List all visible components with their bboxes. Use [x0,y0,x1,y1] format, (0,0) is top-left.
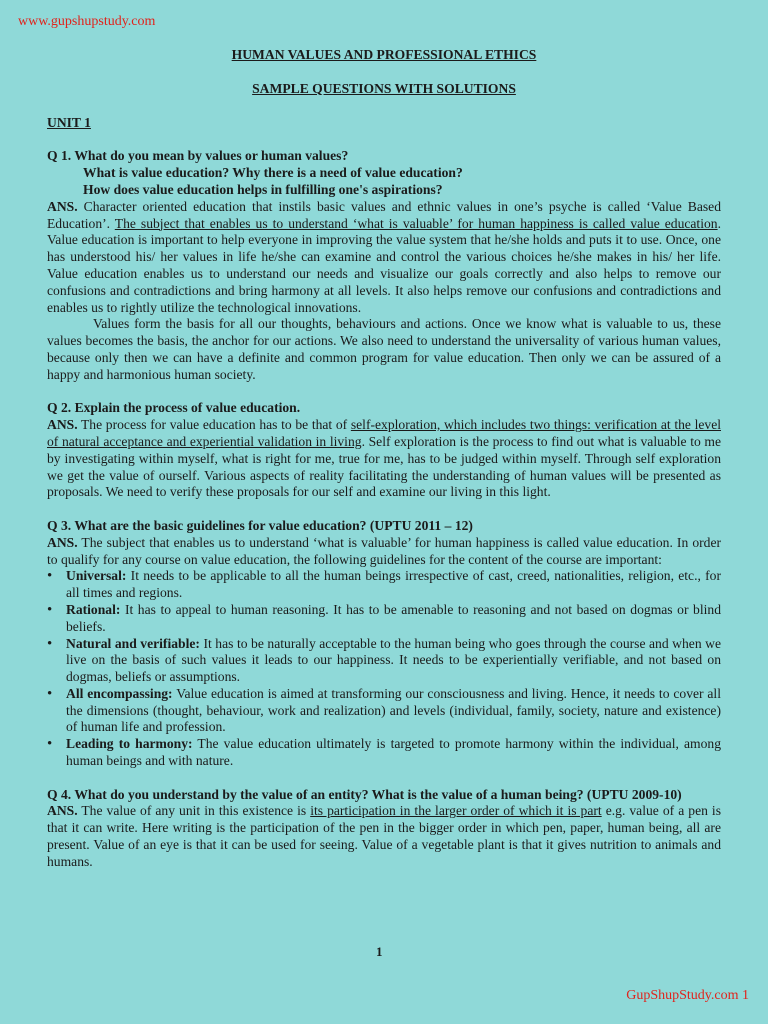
header-url-link[interactable]: www.gupshupstudy.com [18,14,156,29]
answer-1-paragraph-2: Values form the basis for all our thoughts, behaviours and actions. Once we know what is valuable to us, these values becomes the basis, the anchor for our actions. We also need to understand the universality of various human values, because only then we can have a definite and common program for value education. Then only we can be assured of a happy and harmonious human society. [47,316,721,382]
answer-4 [47,803,721,870]
list-item-text: Value education is aimed at transforming our consciousness and living. Hence, it needs to cover all the dimensions (thought, behaviour, work and realization) and levels (individual, family, society, nature and existence) of human life and profession. [66,685,721,735]
answer-2 [47,417,721,501]
list-item-label: Universal: [66,568,127,584]
question-1: Q 1. What do you mean by values or human values? [47,148,349,164]
ans-label: ANS. [47,534,78,550]
answer-4-underlined: its participation in the larger order of which it is part [310,803,602,819]
list-item-text: It needs to be applicable to all the human beings irrespective of cast, creed, nationalities, religion, etc., for all times and regions. [66,568,721,601]
list-item [47,636,721,686]
question-4: Q 4. What do you understand by the value of an entity? What is the value of a human being? (UPTU 2009-10) [47,786,682,802]
ans-label: ANS. [47,803,78,819]
answer-2-underlined: self-exploration, which includes two things: verification at the level of natural acceptance and experiential validation in living [47,417,721,449]
answer-2-text-b: . Self exploration is the process to find out what is valuable to me by investigating within myself, what is right for me, true for me, has to be judged within myself. Through self exploration we get the value of ourself. Various aspects of reality facilitating the understanding of human values will be presented as proposals. We need to verify these proposals for our self and examine our living in this light. [47,433,722,500]
document-subtitle: SAMPLE QUESTIONS WITH SOLUTIONS [252,80,516,96]
answer-4-text-b: e.g. value of a pen is that it can write. Here writing is the participation of the pen in the bigger order in which pen, paper, human being, all are present. Value of an eye is that it can be used for seeing. Value of a vegetable plant is that it gives nutrition to animals and humans. [47,803,721,869]
answer-1-underlined: The subject that enables us to understand ‘what is valuable’ for human happiness is called value education [114,215,718,231]
footer-url-link[interactable]: GupShupStudy.com 1 [626,988,749,1003]
question-3: Q 3. What are the basic guidelines for value education? (UPTU 2011 – 12) [47,517,473,533]
answer-1 [47,199,721,317]
document-body [47,47,721,871]
answer-3 [47,535,721,569]
question-1-sub-2: How does value education helps in fulfilling one's aspirations? [83,181,443,197]
ans-label: ANS. [47,417,78,433]
list-item-text: The value education ultimately is targeted to promote harmony within the individual, among human beings and with nature. [66,736,721,769]
list-item [47,736,721,770]
answer-3-text: The subject that enables us to understand ‘what is valuable’ for human happiness is called value education. In order to qualify for any course on value education, the following guidelines for the content of the course are important: [47,534,721,567]
answer-4-text-a: The value of any unit in this existence is [77,803,311,819]
list-item-label: All encompassing: [66,685,173,701]
answer-1-text-b: . Value education is important to help everyone in improving the value system that he/she holds and puts it to use. Once, one has understood his/ her values in life he/she can examine and control the various choices he/she makes in his/ her life. Value education enables us to understand our needs and visualize our goals correctly and also helps to remove our confusions and contradictions and bring harmony at all levels. It also helps remove our confusions and contradictions and enables us to rightly utilize the technological innovations. [47,215,721,315]
list-item-text: It has to be naturally acceptable to the human being who goes through the course and when we live on the basis of such values it leads to our happiness. It needs to be experientially verifiable, and not based on dogmas, beliefs or assumptions. [66,635,721,685]
document-title: HUMAN VALUES AND PROFESSIONAL ETHICS [231,47,537,62]
question-2: Q 2. Explain the process of value education. [47,400,301,416]
list-item [47,602,721,636]
list-item [47,686,721,736]
list-item-text: It has to appeal to human reasoning. It has to be amenable to reasoning and not based on dogmas or blind beliefs. [66,601,721,634]
list-item-label: Leading to harmony: [66,736,193,752]
answer-1-text-a: Character oriented education that instils basic values and ethnic values in one’s psyche is called ‘Value Based Education’. [47,198,721,231]
list-item [47,568,721,602]
page-number: 1 [376,944,383,959]
unit-heading: UNIT 1 [47,114,91,130]
list-item-label: Natural and verifiable: [66,635,200,651]
question-1-sub-1: What is value education? Why there is a need of value education? [83,165,463,181]
ans-label: ANS. [47,198,78,214]
guidelines-list [47,568,721,770]
answer-2-text-a: The process for value education has to be that of [77,417,351,433]
list-item-label: Rational: [66,601,121,617]
